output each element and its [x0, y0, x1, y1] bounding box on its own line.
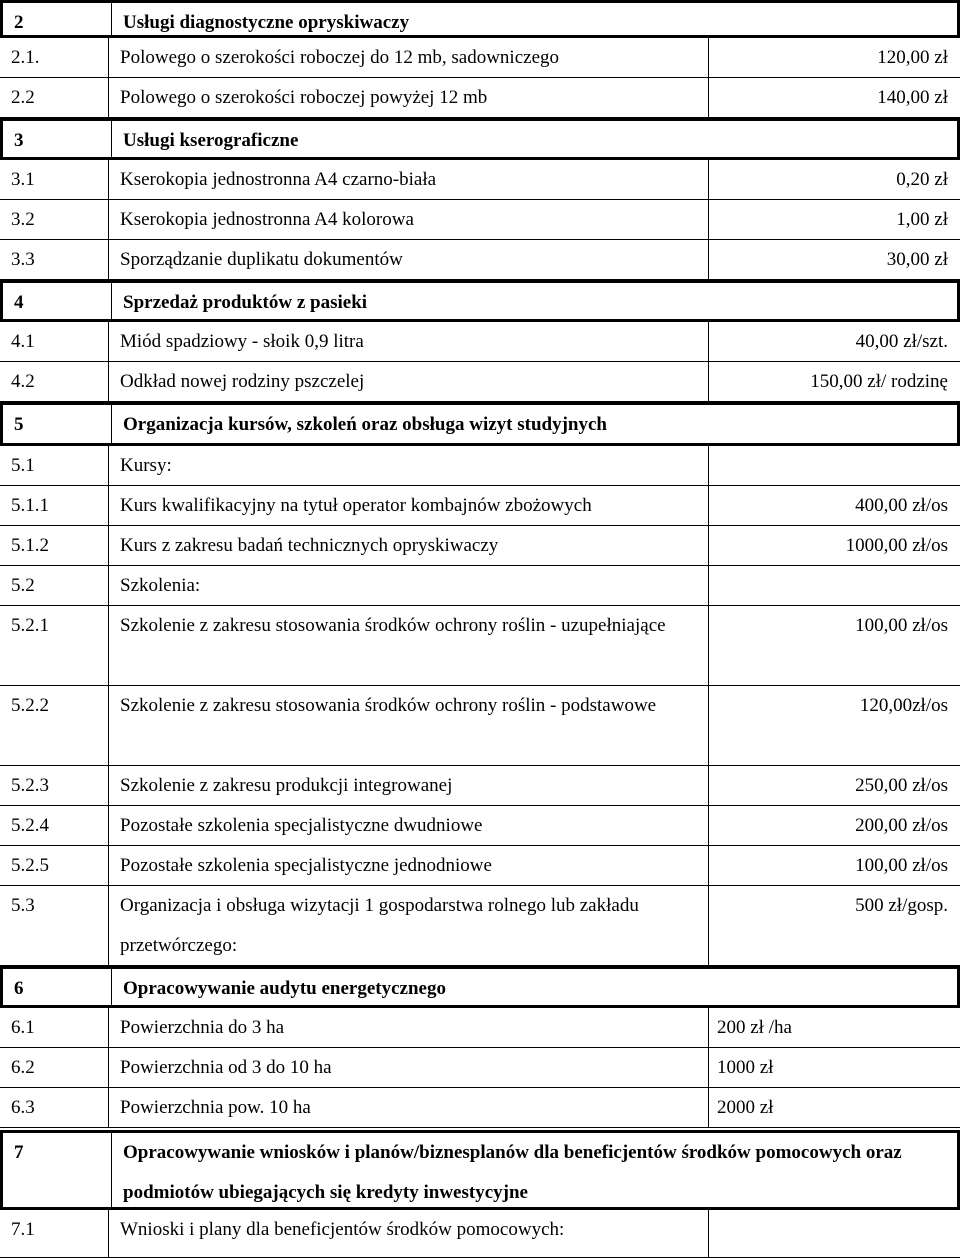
column-divider — [108, 322, 109, 361]
column-divider — [708, 686, 709, 765]
column-divider — [708, 200, 709, 239]
item-description: Powierzchnia do 3 ha — [120, 1017, 285, 1038]
item-number: 6.2 — [11, 1057, 35, 1078]
table-row — [0, 846, 960, 886]
item-price: 120,00 zł — [877, 47, 948, 68]
table-row — [0, 526, 960, 566]
item-description: Kurs z zakresu badań technicznych opryskiwaczy — [120, 535, 499, 556]
item-price: 140,00 zł — [877, 87, 948, 108]
section-row — [0, 966, 960, 1008]
item-number: 5.2.1 — [11, 615, 49, 636]
table-row — [0, 606, 960, 686]
column-divider — [108, 686, 109, 765]
table-row — [0, 240, 960, 280]
column-divider — [708, 526, 709, 565]
column-divider — [708, 322, 709, 361]
section-row — [0, 280, 960, 322]
column-divider — [708, 446, 709, 485]
item-description: Szkolenie z zakresu stosowania środków ochrony roślin - podstawowe — [120, 695, 657, 716]
column-divider — [708, 160, 709, 199]
column-divider — [108, 486, 109, 525]
item-number: 4 — [14, 292, 24, 313]
item-description: Polowego o szerokości roboczej do 12 mb, sadowniczego — [120, 47, 560, 68]
section-row — [0, 0, 960, 38]
table-row — [0, 686, 960, 766]
column-divider — [108, 78, 109, 117]
table-row — [0, 78, 960, 118]
item-description: Miód spadziowy - słoik 0,9 litra — [120, 331, 364, 352]
column-divider — [108, 200, 109, 239]
column-divider — [708, 1008, 709, 1047]
item-description: Pozostałe szkolenia specjalistyczne dwudniowe — [120, 815, 483, 836]
item-description: Kserokopia jednostronna A4 kolorowa — [120, 209, 414, 230]
item-description: Organizacja i obsługa wizytacji 1 gospodarstwa rolnego lub zakładu przetwórczego: — [120, 895, 639, 956]
item-number: 6 — [14, 978, 24, 999]
item-number: 2.2 — [11, 87, 35, 108]
item-description: Kserokopia jednostronna A4 czarno-biała — [120, 169, 437, 190]
item-description: Opracowywanie audytu energetycznego — [123, 978, 446, 999]
table-row — [0, 1008, 960, 1048]
column-divider — [108, 38, 109, 77]
item-description: Odkład nowej rodziny pszczelej — [120, 371, 365, 392]
column-divider — [111, 283, 112, 319]
column-divider — [108, 606, 109, 685]
column-divider — [108, 240, 109, 279]
item-price: 200 zł /ha — [717, 1017, 792, 1038]
table-row — [0, 1210, 960, 1258]
item-number: 6.1 — [11, 1017, 35, 1038]
item-number: 5.1.1 — [11, 495, 49, 516]
item-price: 500 zł/gosp. — [855, 895, 948, 916]
item-price: 150,00 zł/ rodzinę — [810, 371, 948, 392]
item-number: 6.3 — [11, 1097, 35, 1118]
table-row — [0, 1088, 960, 1128]
column-divider — [111, 405, 112, 443]
item-number: 5.2.5 — [11, 855, 49, 876]
column-divider — [708, 362, 709, 401]
item-price: 200,00 zł/os — [855, 815, 948, 836]
column-divider — [108, 1048, 109, 1087]
table-row — [0, 446, 960, 486]
section-row — [0, 402, 960, 446]
item-description: Szkolenie z zakresu produkcji integrowanej — [120, 775, 453, 796]
column-divider — [108, 766, 109, 805]
item-description: Kursy: — [120, 455, 172, 476]
item-number: 5.2.3 — [11, 775, 49, 796]
item-price: 100,00 zł/os — [855, 615, 948, 636]
column-divider — [708, 486, 709, 525]
item-description: Opracowywanie wniosków i planów/biznesplanów dla beneficjentów środków pomocowych oraz podmiotów ubiegających się kredyty inwestycyjne — [123, 1142, 902, 1203]
table-row — [0, 766, 960, 806]
column-divider — [708, 38, 709, 77]
item-description: Kurs kwalifikacyjny na tytuł operator kombajnów zbożowych — [120, 495, 592, 516]
item-number: 5.2.2 — [11, 695, 49, 716]
table-row — [0, 566, 960, 606]
column-divider — [708, 240, 709, 279]
item-description: Sporządzanie duplikatu dokumentów — [120, 249, 403, 270]
column-divider — [108, 1088, 109, 1127]
table-row — [0, 886, 960, 966]
item-description: Wnioski i plany dla beneficjentów środków pomocowych: — [120, 1219, 565, 1240]
table-row — [0, 322, 960, 362]
item-description: Szkolenie z zakresu stosowania środków ochrony roślin - uzupełniające — [120, 615, 666, 636]
column-divider — [708, 886, 709, 965]
item-number: 2 — [14, 12, 24, 33]
item-number: 3.2 — [11, 209, 35, 230]
item-number: 5.1.2 — [11, 535, 49, 556]
item-price: 30,00 zł — [886, 249, 948, 270]
item-number: 4.2 — [11, 371, 35, 392]
item-price: 0,20 zł — [896, 169, 948, 190]
column-divider — [708, 566, 709, 605]
item-description: Sprzedaż produktów z pasieki — [123, 292, 368, 313]
item-price: 1000,00 zł/os — [845, 535, 948, 556]
column-divider — [111, 969, 112, 1005]
column-divider — [108, 566, 109, 605]
table-row — [0, 806, 960, 846]
item-description: Organizacja kursów, szkoleń oraz obsługa wizyt studyjnych — [123, 414, 607, 435]
item-price: 1000 zł — [717, 1057, 774, 1078]
item-description: Usługi kserograficzne — [123, 130, 299, 151]
item-price: 250,00 zł/os — [855, 775, 948, 796]
table-row — [0, 1048, 960, 1088]
table-row — [0, 362, 960, 402]
item-number: 5.1 — [11, 455, 35, 476]
column-divider — [708, 1088, 709, 1127]
item-number: 5.2.4 — [11, 815, 49, 836]
item-price: 40,00 zł/szt. — [855, 331, 948, 352]
column-divider — [708, 78, 709, 117]
column-divider — [108, 526, 109, 565]
column-divider — [111, 1133, 112, 1207]
column-divider — [108, 446, 109, 485]
item-description: Szkolenia: — [120, 575, 201, 596]
item-description: Polowego o szerokości roboczej powyżej 12 mb — [120, 87, 488, 108]
column-divider — [708, 1210, 709, 1257]
item-number: 5.2 — [11, 575, 35, 596]
item-number: 3.1 — [11, 169, 35, 190]
column-divider — [708, 766, 709, 805]
item-number: 3 — [14, 130, 24, 151]
item-description: Pozostałe szkolenia specjalistyczne jednodniowe — [120, 855, 492, 876]
column-divider — [108, 362, 109, 401]
item-price: 120,00zł/os — [859, 695, 948, 716]
column-divider — [108, 1008, 109, 1047]
section-row — [0, 1130, 960, 1210]
column-divider — [108, 886, 109, 965]
table-row — [0, 200, 960, 240]
column-divider — [108, 846, 109, 885]
item-number: 7.1 — [11, 1219, 35, 1240]
item-price: 1,00 zł — [896, 209, 948, 230]
item-price: 100,00 zł/os — [855, 855, 948, 876]
item-price: 2000 zł — [717, 1097, 774, 1118]
column-divider — [111, 121, 112, 157]
column-divider — [708, 1048, 709, 1087]
item-number: 2.1. — [11, 47, 40, 68]
column-divider — [708, 846, 709, 885]
item-description: Powierzchnia pow. 10 ha — [120, 1097, 311, 1118]
item-number: 5 — [14, 414, 24, 435]
item-number: 3.3 — [11, 249, 35, 270]
column-divider — [708, 806, 709, 845]
column-divider — [708, 606, 709, 685]
item-description: Powierzchnia od 3 do 10 ha — [120, 1057, 332, 1078]
item-number: 5.3 — [11, 895, 35, 916]
table-row — [0, 486, 960, 526]
item-price: 400,00 zł/os — [855, 495, 948, 516]
item-number: 4.1 — [11, 331, 35, 352]
table-row — [0, 160, 960, 200]
section-row — [0, 118, 960, 160]
column-divider — [108, 1210, 109, 1257]
item-number: 7 — [14, 1142, 24, 1163]
column-divider — [108, 160, 109, 199]
column-divider — [108, 806, 109, 845]
column-divider — [111, 3, 112, 35]
item-description: Usługi diagnostyczne opryskiwaczy — [123, 12, 410, 33]
table-row — [0, 38, 960, 78]
